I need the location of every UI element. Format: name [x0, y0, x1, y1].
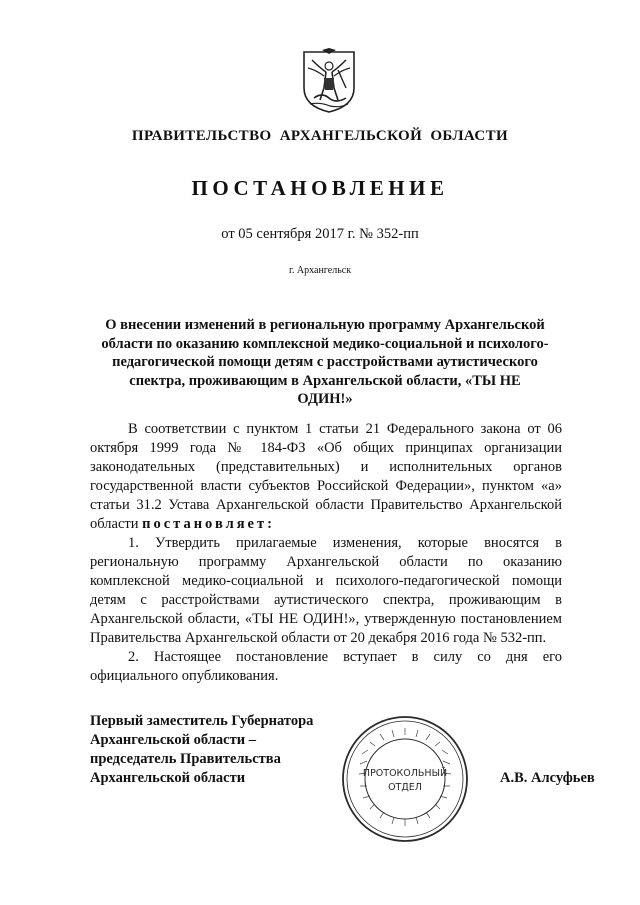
resolves-word: постановляет: [142, 516, 268, 532]
signatory-position: [90, 712, 313, 788]
resolves-colon: :: [267, 516, 272, 532]
title-line: педагогической помощи детям с расстройствами аутистического: [112, 354, 538, 370]
government-name: ПРАВИТЕЛЬСТВО АРХАНГЕЛЬСКОЙ ОБЛАСТИ: [131, 128, 509, 144]
item-1-paragraph: 1. Утвердить прилагаемые изменения, которые вносятся в региональную программу Архангельской области по оказанию комплексной медико-социальной и психолого-педагогической помощи детям с расстройствами аутистического спектра, проживающим в Архангельской области, «ТЫ НЕ ОДИН!», утвержденную постановлением Правительства Архангельской области от 20 декабря 2016 года № 532-пп.: [90, 535, 562, 646]
stamp-line-1: ПРОТОКОЛЬНЫЙ: [362, 768, 448, 779]
title-line: области по оказанию комплексной медико-социальной и психолого-: [101, 335, 549, 352]
date-and-number: от 05 сентября 2017 г. № 352-пп: [221, 226, 419, 242]
position-line: Архангельской области –: [90, 732, 256, 748]
position-line: Архангельской области: [90, 770, 246, 786]
signatory-name: А.В. Алсуфьев: [500, 770, 595, 786]
preamble-paragraph: [90, 420, 562, 534]
stamp-line-2: ОТДЕЛ: [388, 782, 422, 793]
document-title: [100, 316, 550, 409]
document-body: [90, 420, 562, 686]
position-line: председатель Правительства: [90, 751, 281, 767]
title-line: спектра, проживающим в Архангельской области, «ТЫ НЕ ОДИН!»: [129, 372, 521, 407]
coat-of-arms-icon: [300, 48, 358, 114]
position-line: Первый заместитель Губернатора: [90, 713, 314, 729]
title-line: О внесении изменений в региональную программу Архангельской: [105, 317, 545, 333]
document-type: ПОСТАНОВЛЕНИЕ: [191, 176, 449, 200]
preamble-text: В соответствии с пунктом 1 статьи 21 Федерального закона от 06 октября 1999 года № 184-ФЗ «Об общих принципах организации законодательных (представительных) и исполнительных органов государственной власти субъектов Российской Федерации», пунктом «а» статьи 31.2 Устава Архангельской области Правительство Архангельской области: [90, 421, 562, 532]
city: г. Архангельск: [288, 265, 352, 276]
official-stamp: [340, 714, 470, 844]
item-2-paragraph: 2. Настоящее постановление вступает в силу со дня его официального опубликования.: [90, 649, 562, 684]
